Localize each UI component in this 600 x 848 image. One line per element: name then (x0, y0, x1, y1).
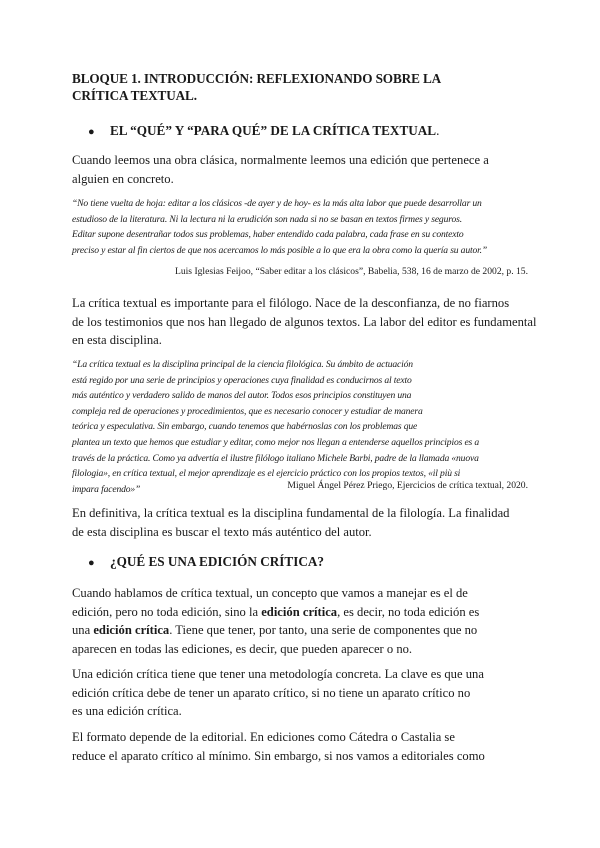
paragraph-format (72, 728, 532, 765)
quote-line: “No tiene vuelta de hoja: editar a los clásicos -de ayer y de hoy- es la más alta labor que puede desarrollar un (72, 198, 482, 209)
text-line: reduce el aparato crítico al mínimo. Sin embargo, si nos vamos a editoriales como (72, 748, 485, 763)
quote-line: impara facendo»” (72, 483, 141, 495)
paragraph-importance (72, 294, 537, 350)
text-line: El formato depende de la editorial. En ediciones como Cátedra o Castalia se (72, 730, 455, 744)
heading-line-1: BLOQUE 1. INTRODUCCIÓN: REFLEXIONANDO SOBRE LA (72, 71, 442, 86)
quote-line: estudioso de la literatura. Ni la lectura ni la erudición son nada si no se basan en textos firmes y seguros. (72, 213, 462, 225)
quote-perez-priego (72, 357, 532, 497)
quote-iglesias-feijoo (72, 196, 532, 258)
bullet-icon: ● (88, 126, 95, 138)
citation-perez-priego: Miguel Ángel Pérez Priego, Ejercicios de crítica textual, 2020. (287, 480, 528, 491)
text-line (72, 621, 532, 640)
text-line: aparecen en todas las ediciones, es decir, que pueden aparecer o no. (72, 641, 413, 656)
section-heading-what-for (88, 122, 439, 141)
quote-line: más auténtico y verdadero salido de manos del autor. Todos esos principios constituyen una (72, 390, 412, 402)
quote-line: plantea un texto que hemos que estudiar y editar, como mejor nos llegan a entenderse aquellos principios es a (72, 436, 480, 448)
quote-line: Editar supone desentrañar todos sus problemas, haber entendido cada palabra, cada frase en su contexto (72, 229, 464, 241)
paragraph-conclusion (72, 504, 532, 541)
quote-line: través de la práctica. Como ya advertía el ilustre filólogo italiano Michele Barbi, padre de la llamada «nuova (72, 452, 479, 464)
bold-term: edición crítica (93, 623, 170, 638)
text-line: es una edición crítica. (72, 704, 182, 719)
quote-line: preciso y estar al fin ciertos de que nos acercamos lo más posible a lo que era la obra como la quería su autor.” (72, 244, 488, 256)
text-line: de esta disciplina es buscar el texto más auténtico del autor. (72, 524, 372, 539)
text-line: en esta disciplina. (72, 333, 162, 348)
heading-line-2: CRÍTICA TEXTUAL. (72, 88, 197, 103)
text-line: edición crítica debe de tener un aparato crítico, si no tiene un aparato crítico no (72, 685, 471, 700)
paragraph-critical-edition (72, 584, 532, 658)
text-run: edición, pero no toda edición, sino la (72, 604, 262, 619)
paragraph-methodology (72, 665, 532, 721)
section-title-period: . (436, 123, 440, 138)
text-line: Cuando leemos una obra clásica, normalmente leemos una edición que pertenece a (72, 153, 489, 167)
quote-line: compleja red de operaciones y procedimientos, que es necesario conocer y estudiar de manera (72, 405, 423, 417)
text-run: una (72, 623, 94, 638)
text-line: La crítica textual es importante para el filólogo. Nace de la desconfianza, de no fiarnos (72, 296, 510, 310)
text-line: de los testimonios que nos han llegado de algunos textos. La labor del editor es fundamental (72, 314, 537, 329)
text-run: , es decir, no toda edición es (337, 604, 480, 619)
quote-line: está regido por una serie de principios y operaciones cuya finalidad es conducirnos al texto (72, 374, 412, 386)
quote-line: teórica y especulativa. Sin embargo, cuando tenemos que habérnoslas con los problemas que (72, 421, 418, 433)
text-line: En definitiva, la crítica textual es la disciplina fundamental de la filología. La finalidad (72, 506, 510, 520)
bold-term: edición crítica (261, 604, 338, 619)
text-line: alguien en concreto. (72, 171, 174, 186)
block-heading (72, 70, 512, 104)
text-line (72, 603, 532, 622)
paragraph-intro (72, 151, 532, 188)
text-line: Una edición crítica tiene que tener una metodología concreta. La clave es que una (72, 667, 484, 681)
text-line: Cuando hablamos de crítica textual, un concepto que vamos a manejar es el de (72, 586, 468, 600)
section-title: ¿QUÉ ES UNA EDICIÓN CRÍTICA? (110, 554, 324, 569)
bullet-icon: ● (88, 557, 95, 569)
citation-iglesias-feijoo: Luis Iglesias Feijoo, “Saber editar a los clásicos”, Babelia, 538, 16 de marzo de 2002, p. 15. (174, 266, 528, 277)
section-title: EL “QUÉ” Y “PARA QUÉ” DE LA CRÍTICA TEXTUAL (110, 123, 437, 138)
section-heading-critical-edition (88, 553, 324, 572)
text-run: . Tiene que tener, por tanto, una serie de componentes que no (169, 623, 478, 638)
quote-line: “La crítica textual es la disciplina principal de la ciencia filológica. Su ámbito de actuación (72, 359, 413, 370)
quote-line: filologia», en crítica textual, el mejor aprendizaje es el ejercicio práctico con los propios textos, «il più si (72, 468, 461, 480)
